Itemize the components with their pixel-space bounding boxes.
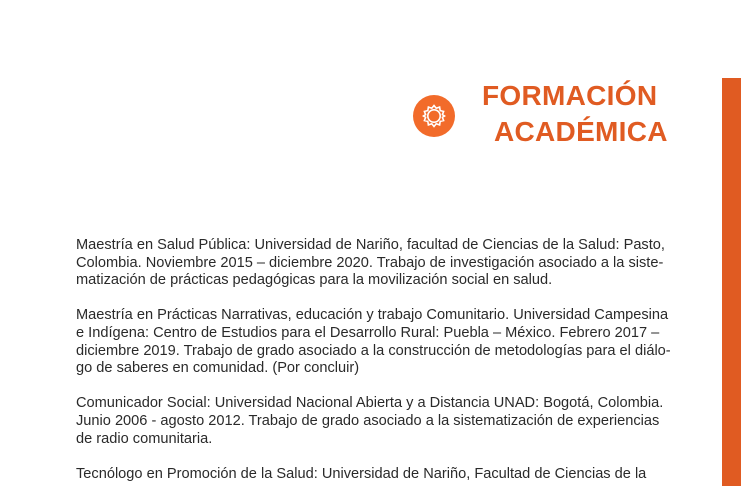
entry-text-line: e Indígena: Centro de Estudios para el Desarrollo Rural: Puebla – México. Febrero 2017 – bbox=[76, 324, 660, 341]
title-line-2: ACADÉMICA bbox=[494, 116, 668, 147]
entry-text-line: Maestría en Prácticas Narrativas, educación y trabajo Comunitario. Universidad Campesina bbox=[76, 307, 669, 324]
education-entry-masters-public-health bbox=[76, 237, 696, 290]
education-entry-social-communicator bbox=[76, 395, 696, 448]
entry-text-line: diciembre 2019. Trabajo de grado asociado a la construcción de metodologías para el diálo- bbox=[76, 342, 671, 359]
education-entry-masters-narrative-practices bbox=[76, 307, 696, 377]
gear-icon bbox=[413, 95, 455, 137]
entry-text-line: Maestría en Salud Pública: Universidad de Nariño, facultad de Ciencias de la Salud: Pasto, bbox=[76, 237, 665, 253]
entry-text-line: de radio comunitaria. bbox=[76, 430, 213, 447]
entry-text-line: Junio 2006 - agosto 2012. Trabajo de grado asociado a la sistematización de experiencias bbox=[76, 412, 660, 429]
side-accent-bar bbox=[722, 78, 741, 486]
section-title bbox=[470, 78, 690, 150]
entry-text-line: Comunicador Social: Universidad Nacional Abierta y a Distancia UNAD: Bogotá, Colombia. bbox=[76, 395, 664, 412]
entry-text-line: go de saberes en comunidad. (Por concluir) bbox=[76, 360, 360, 377]
title-line-1: FORMACIÓN bbox=[482, 80, 658, 111]
education-entry-health-promotion bbox=[76, 466, 696, 484]
entry-text-line: Tecnólogo en Promoción de la Salud: Universidad de Nariño, Facultad de Ciencias de la bbox=[76, 465, 647, 482]
entry-text-line: matización de prácticas pedagógicas para la movilización social en salud. bbox=[76, 272, 553, 289]
entry-text-line: Colombia. Noviembre 2015 – diciembre 2020. Trabajo de investigación asociado a la siste- bbox=[76, 254, 664, 271]
education-list bbox=[76, 237, 696, 501]
